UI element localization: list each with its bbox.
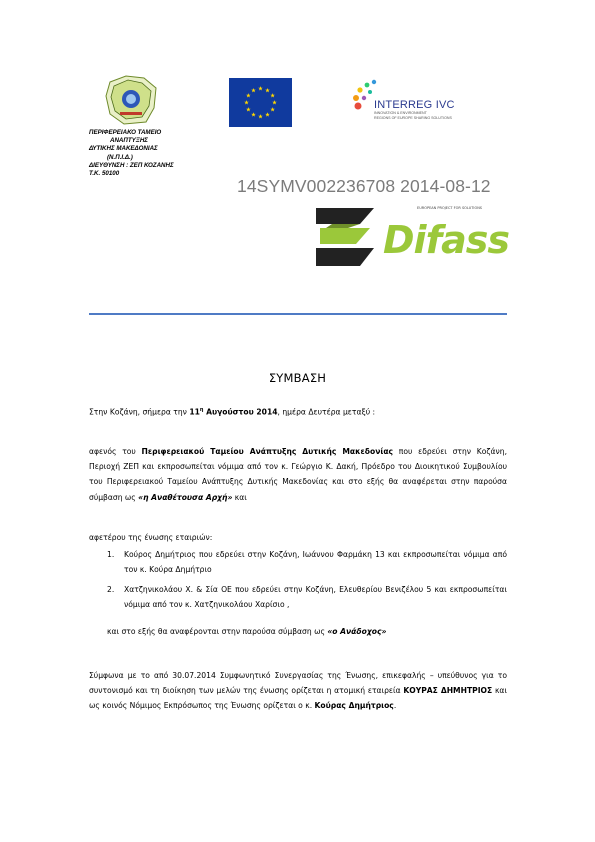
list-item: 1. Κούρος Δημήτριος που εδρεύει στην Κοζάνη, Ιωάννου Φαρμάκη 13 και εκπροσωπείται νόμιμα από τον κ. Κούρα Δημήτριο	[107, 550, 507, 575]
contract-date-day: 11	[189, 407, 200, 417]
document-code: 14SYMV002236708 2014-08-12	[237, 176, 491, 196]
org-line: ΔΙΕΥΘΥΝΣΗ : ΖΕΠ ΚΟΖΑΝΗΣ	[89, 161, 174, 169]
party-a-name: Περιφερειακού Ταμείου Ανάπτυξης Δυτικής Μακεδονίας	[141, 447, 394, 456]
org-line: ΑΝΑΠΤΥΞΗΣ	[110, 137, 148, 145]
document-title: ΣΥΜΒΑΣΗ	[268, 371, 327, 385]
difass-logo	[312, 204, 509, 270]
member-name: Κούρος Δημήτριος	[124, 550, 196, 559]
representative-name: Κούρας Δημήτριος	[314, 701, 394, 711]
interreg-logo	[350, 76, 475, 126]
interreg-title: INTERREG IVC	[374, 99, 455, 111]
difass-tagline: EUROPEAN PROJECT FOR SOLUTIONS	[417, 206, 483, 210]
eu-flag-logo	[229, 78, 292, 127]
header-divider	[89, 313, 507, 315]
difass-wordmark: Difass	[383, 218, 509, 262]
org-line: ΔΥΤΙΚΗΣ ΜΑΚΕΔΟΝΙΑΣ	[89, 145, 158, 153]
list-item: 2. Χατζηνικολάου Χ. & Σία ΟΕ που εδρεύει στην Κοζάνη, Ελευθερίου Βενιζέλου 5 και εκπροσωπείται νόμιμα από τον κ. Χατζηνικολάου Χαρίσιο ,	[107, 585, 507, 610]
contract-date-month: Αυγούστου 2014	[203, 407, 278, 417]
party-a-role: «η Αναθέτουσα Αρχή»	[138, 492, 233, 502]
regional-fund-logo	[104, 74, 160, 126]
closing-paragraph: Σύμφωνα με το από 30.07.2014 Συμφωνητικό Συνεργασίας της Ένωσης, επικεφαλής – υπεύθυνος για το συντονισμό και τη διοίκηση των μελών της ένωσης ορίζεται η ατομική εταιρεία ΚΟΥΡΑΣ ΔΗΜΗΤΡΙΟΣ και ως κοινός Νόμιμος Εκπρόσωπος της Ένωσης ορίζεται ο κ. Κούρας Δημήτριος.	[89, 671, 507, 711]
org-line: (Ν.Π.Ι.Δ.)	[107, 153, 133, 161]
org-line: Τ.Κ. 50100	[89, 170, 120, 178]
interreg-subtitle: INNOVATION & ENVIRONMENT REGIONS OF EUROPE SHARING SOLUTIONS	[374, 111, 452, 120]
intro-paragraph: Στην Κοζάνη, σήμερα την $11^\eta$ Αυγούστου 2014, ημέρα Δευτέρα μεταξύ :	[89, 407, 376, 417]
contractor-line: και στο εξής θα αναφέρονται στην παρούσα σύμβαση ως «ο Ανάδοχος»	[107, 627, 387, 636]
party-a-paragraph: αφενός του Περιφερειακού Ταμείου Ανάπτυξης Δυτικής Μακεδονίας που εδρεύει στην Κοζάνη, Περιοχή ΖΕΠ και εκπροσωπείται νόμιμα από τον κ. Γεώργιο Κ. Δακή, Πρόεδρο του Διοικητικού Συμβουλίου του Περιφερειακού Ταμείου Ανάπτυξης Δυτικής Μακεδονίας και στο εξής θα αναφέρεται στην παρούσα σύμβαση ως «η Αναθέτουσα Αρχή» και	[89, 447, 508, 502]
org-line: ΠΕΡΙΦΕΡΕΙΑΚΟ ΤΑΜΕΙΟ	[89, 129, 162, 136]
lead-company: ΚΟΥΡΑΣ ΔΗΜΗΤΡΙΟΣ	[403, 686, 493, 696]
organization-address	[89, 129, 209, 178]
member-name: Χατζηνικολάου Χ. & Σία ΟΕ	[124, 585, 232, 594]
party-b-intro: αφετέρου της ένωσης εταιριών:	[89, 533, 213, 542]
contractor-role: «ο Ανάδοχος»	[327, 627, 387, 636]
